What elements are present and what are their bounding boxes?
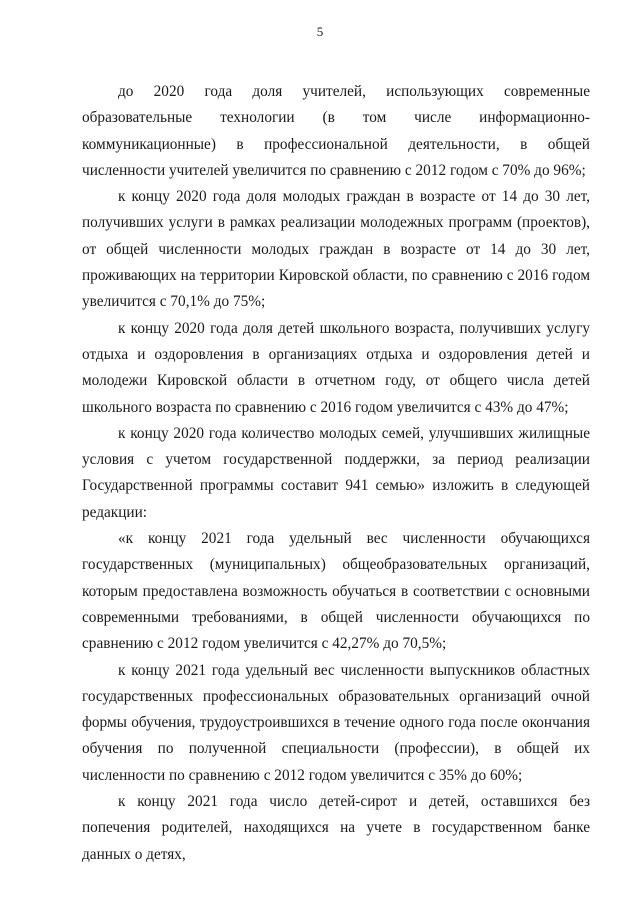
paragraph-orphans: к концу 2021 года число детей-сирот и детей, оставшихся без попечения родителей, находящихся на учете в государственном банке данных о детях, bbox=[82, 793, 590, 863]
paragraph-teachers-technologies: до 2020 года доля учителей, использующих современные образовательные технологии (в том числе информационно-коммуникационные) в профессиональной деятельности, в общей численности учителей увеличится по сравнению с 2012 годом с 70% до 96%; bbox=[82, 83, 590, 179]
page-number: 5 bbox=[316, 24, 324, 39]
document-body bbox=[82, 79, 590, 868]
paragraph-youth-services: к концу 2020 года доля молодых граждан в возрасте от 14 до 30 лет, получивших услуги в рамках реализации молодежных программ (проектов), от общей численности молодых граждан в возрасте от 14 до 30 лет, проживающих на территории Кировской области, по сравнению с 2016 годом увеличится с 70,1% до 75%; bbox=[82, 188, 590, 311]
paragraph-young-families-housing: к концу 2020 года количество молодых семей, улучшивших жилищные условия с учетом государственной поддержки, за период реализации Государственной программы составит 941 семью» изложить в следующей редакции: bbox=[82, 424, 590, 521]
paragraph-students-modern-requirements: «к концу 2021 года удельный вес численности обучающихся государственных (муниципальных) общеобразовательных организаций, которым предоставлена возможность обучаться в соответствии с основными современными требованиями, в общей численности обучающихся по сравнению с 2012 годом увеличится с 42,27% до 70,5%; bbox=[82, 530, 590, 653]
paragraph-graduates-employment: к концу 2021 года удельный вес численности выпускников областных государственных профессиональных образовательных организаций очной формы обучения, трудоустроившихся в течение одного года после окончания обучения по полученной специальности (профессии), в общей их численности по сравнению с 2012 годом увеличится с 35% до 60%; bbox=[82, 661, 590, 784]
paragraph-children-recreation: к концу 2020 года доля детей школьного возраста, получивших услугу отдыха и оздоровления в организациях отдыха и оздоровления детей и молодежи Кировской области в отчетном году, от общего числа детей школьного возраста по сравнению с 2016 годом увеличится с 43% до 47%; bbox=[82, 319, 590, 416]
